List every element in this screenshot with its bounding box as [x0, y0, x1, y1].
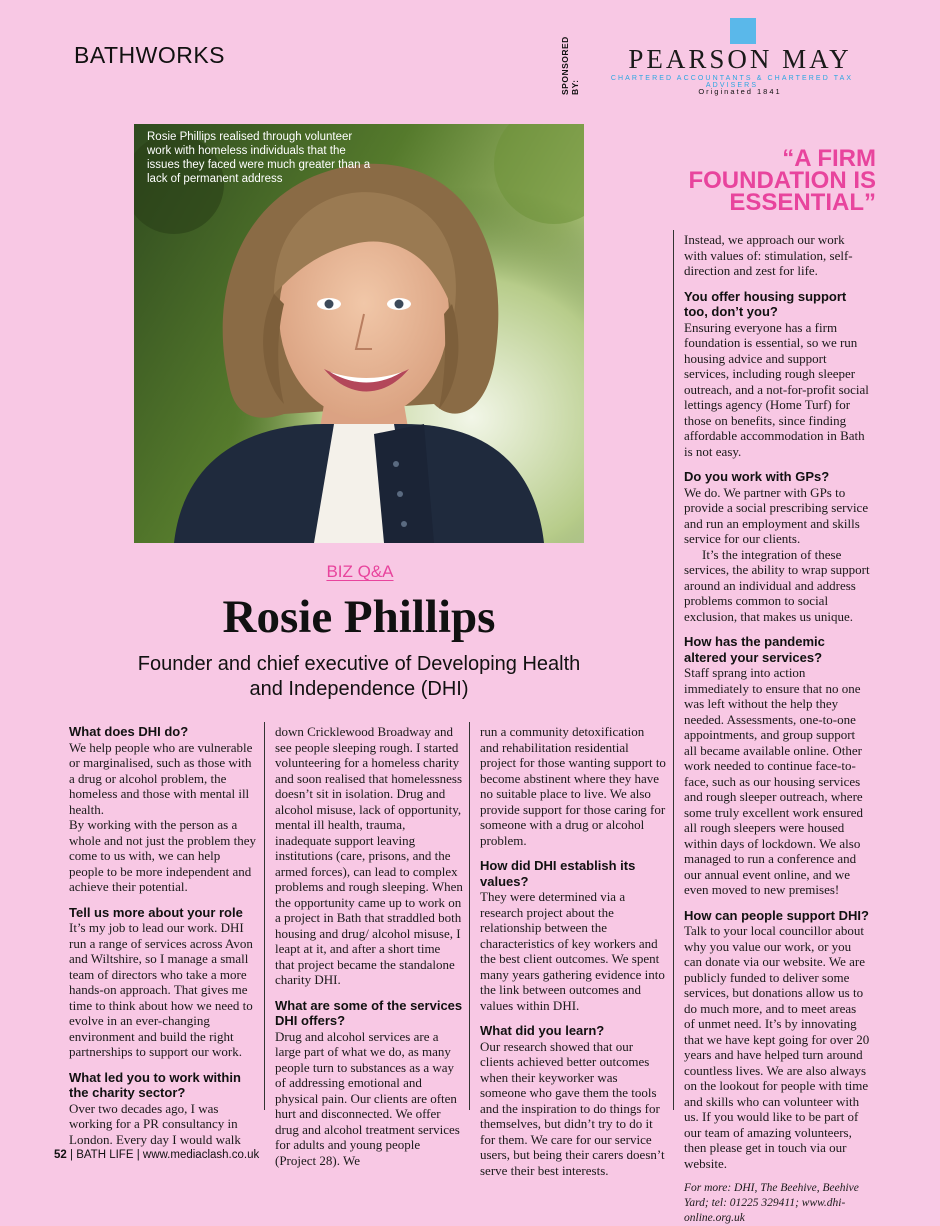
question-heading: What are some of the services DHI offers? [275, 997, 463, 1028]
sponsor-logo-name: PEARSON MAY [628, 44, 852, 74]
article-column-4 [684, 232, 870, 1226]
page-footer [54, 1149, 259, 1161]
answer-paragraph: Drug and alcohol services are a large part of what we do, as many people turn to substances as a way of addressing emotional and physical pain. Our clients are often hurt and disconnected. We offer drug and alcohol treatment services for adults and young people (Project 28). We [275, 1028, 460, 1168]
answer-paragraph: Staff sprang into action immediately to ensure that no one was left without the help they needed. Assessments, one-to-one appointments, and group support all became available online. Other work needed to continue face-to-face, such as our housing services and rough sleeper outreach, where some truly excellent work ensured all rough sleepers were housed within days of lockdown. We also managed to run a conference and our annual event online, and we even moved to new premises! [684, 665, 864, 897]
answer-paragraph: Ensuring everyone has a firm foundation is essential, so we run housing advice and support services, including rough sleeper outreach, and a not-for-profit social lettings agency (Home Turf) for those on benefits, since finding affordable accommodation in Bath is not easy. [684, 319, 869, 459]
footer-separator: | [70, 1149, 77, 1161]
question-heading: How did DHI establish its values? [480, 858, 636, 889]
answer-paragraph: It’s my job to lead our work. DHI run a range of services across Avon and Wiltshire, so I manage a small team of directors who take a more hands-on approach. That gives me time to think about how we need to evolve in an ever-changing environment and build the right partnerships to support our work. [69, 920, 253, 1059]
answer-paragraph: run a community detoxification and rehabilitation residential project for those wanting support to become abstinent where they have no suitable place to live. We also provide support for those caring for someone with a drug or alcohol problem. [480, 724, 666, 848]
footer-website-link[interactable]: www.mediaclash.co.uk [142, 1149, 260, 1161]
article-subtitle: Founder and chief executive of Developing Health and Independence (DHI) [137, 653, 581, 700]
answer-paragraph: It’s the integration of these services, the ability to wrap support around an individual and address problems common to social exclusion, that makes us unique. [684, 546, 870, 624]
question-heading: Tell us more about your role [69, 904, 243, 920]
sponsor-originated: Originated 1841 [698, 87, 782, 96]
sponsored-by-label: SPONSORED BY: [560, 36, 580, 95]
question-heading: What does DHI do? [69, 724, 189, 739]
contact-credit: For more: DHI, The Beehive, Beehive Yard; tel: 01225 329411; www.dhi-online.org.uk [684, 1182, 859, 1224]
answer-paragraph: down Cricklewood Broadway and see people sleeping rough. I started volunteering for a homeless charity and soon realised that homelessness doesn’t sit in isolation. Drug and alcohol misuse, lack of opportunity, mental ill health, trauma, inadequate support leaving institutions (care, prisons, and the armed forces), can lead to complex problems and rough sleeping. When the opportunity came up to work on a project in Bath that straddled both housing and drug/ alcohol misuse, I leapt at it, and after a short time that project became the standalone charity DHI. [275, 724, 463, 987]
answer-paragraph: We help people who are vulnerable or marginalised, such as those with a drug or alcohol problem, the homeless and those with mental ill health. [69, 739, 253, 817]
question-heading: How can people support DHI? [684, 907, 869, 923]
column-divider [264, 722, 265, 1110]
answer-paragraph: They were determined via a research project about the relationship between the characteristics of key workers and the best client outcomes. We spent many years gathering evidence into the link between outcomes and values within DHI. [480, 889, 665, 1013]
answer-paragraph: Over two decades ago, I was working for a PR consultancy in London. Every day I would walk [69, 1100, 241, 1147]
question-heading: What led you to work within the charity sector? [69, 1069, 241, 1100]
sponsor-logo-square-icon [730, 18, 756, 44]
column-divider [469, 722, 470, 1110]
article-column-2 [275, 724, 463, 1168]
answer-paragraph: By working with the person as a whole and not just the problem they come to us with, we can help people to be more independent and achieve their potential. [69, 817, 257, 894]
answer-paragraph: Instead, we approach our work with values of: stimulation, self-direction and zest for life. [684, 232, 853, 278]
section-label: BATHWORKS [74, 42, 226, 68]
pull-quote: “A FIRM FOUNDATION IS ESSENTIAL” [688, 145, 876, 216]
footer-separator: | [136, 1149, 143, 1161]
page-number: 52 [54, 1149, 67, 1161]
question-heading: You offer housing support too, don’t you? [684, 288, 847, 319]
question-heading: What did you learn? [480, 1023, 605, 1038]
sponsor-tagline: CHARTERED ACCOUNTANTS & CHARTERED TAX ADVISERS [610, 75, 854, 89]
article-title: Rosie Phillips [222, 591, 496, 643]
answer-paragraph: We do. We partner with GPs to provide a social prescribing service and run an employment and skills service for our clients. [684, 484, 869, 546]
section-kicker: BIZ Q&A [326, 562, 394, 581]
column-divider [673, 230, 674, 1110]
portrait-photo [134, 124, 584, 543]
magazine-name: BATH LIFE [76, 1149, 134, 1161]
question-heading: Do you work with GPs? [684, 469, 830, 484]
portrait-illustration [134, 124, 584, 543]
question-heading: How has the pandemic altered your services? [684, 634, 825, 665]
article-column-3 [480, 724, 666, 1178]
answer-paragraph: Talk to your local councillor about why you value our work, or you can donate via our website. We are publicly funded to deliver some services, but donations allow us to do much more, and to meet areas of unmet need. It’s by innovating that we have kept going for over 20 years and have helped turn around countless lives. We are also always on the lookout for people with time and skills who can volunteer with us. If you would like to be part of our team of amazing volunteers, then please get in touch via our website. [684, 923, 870, 1171]
photo-caption: Rosie Phillips realised through volunteer work with homeless individuals that the issues they faced were much greater than a lack of permanent address [147, 131, 371, 185]
answer-paragraph: Our research showed that our clients achieved better outcomes when their keyworker was someone who gave them the tools and the inspiration to do things for themselves, but didn’t try to do it for them. We care for our service users, but being their carers doesn’t serve their best interests. [480, 1038, 665, 1178]
article-column-1 [69, 724, 257, 1147]
